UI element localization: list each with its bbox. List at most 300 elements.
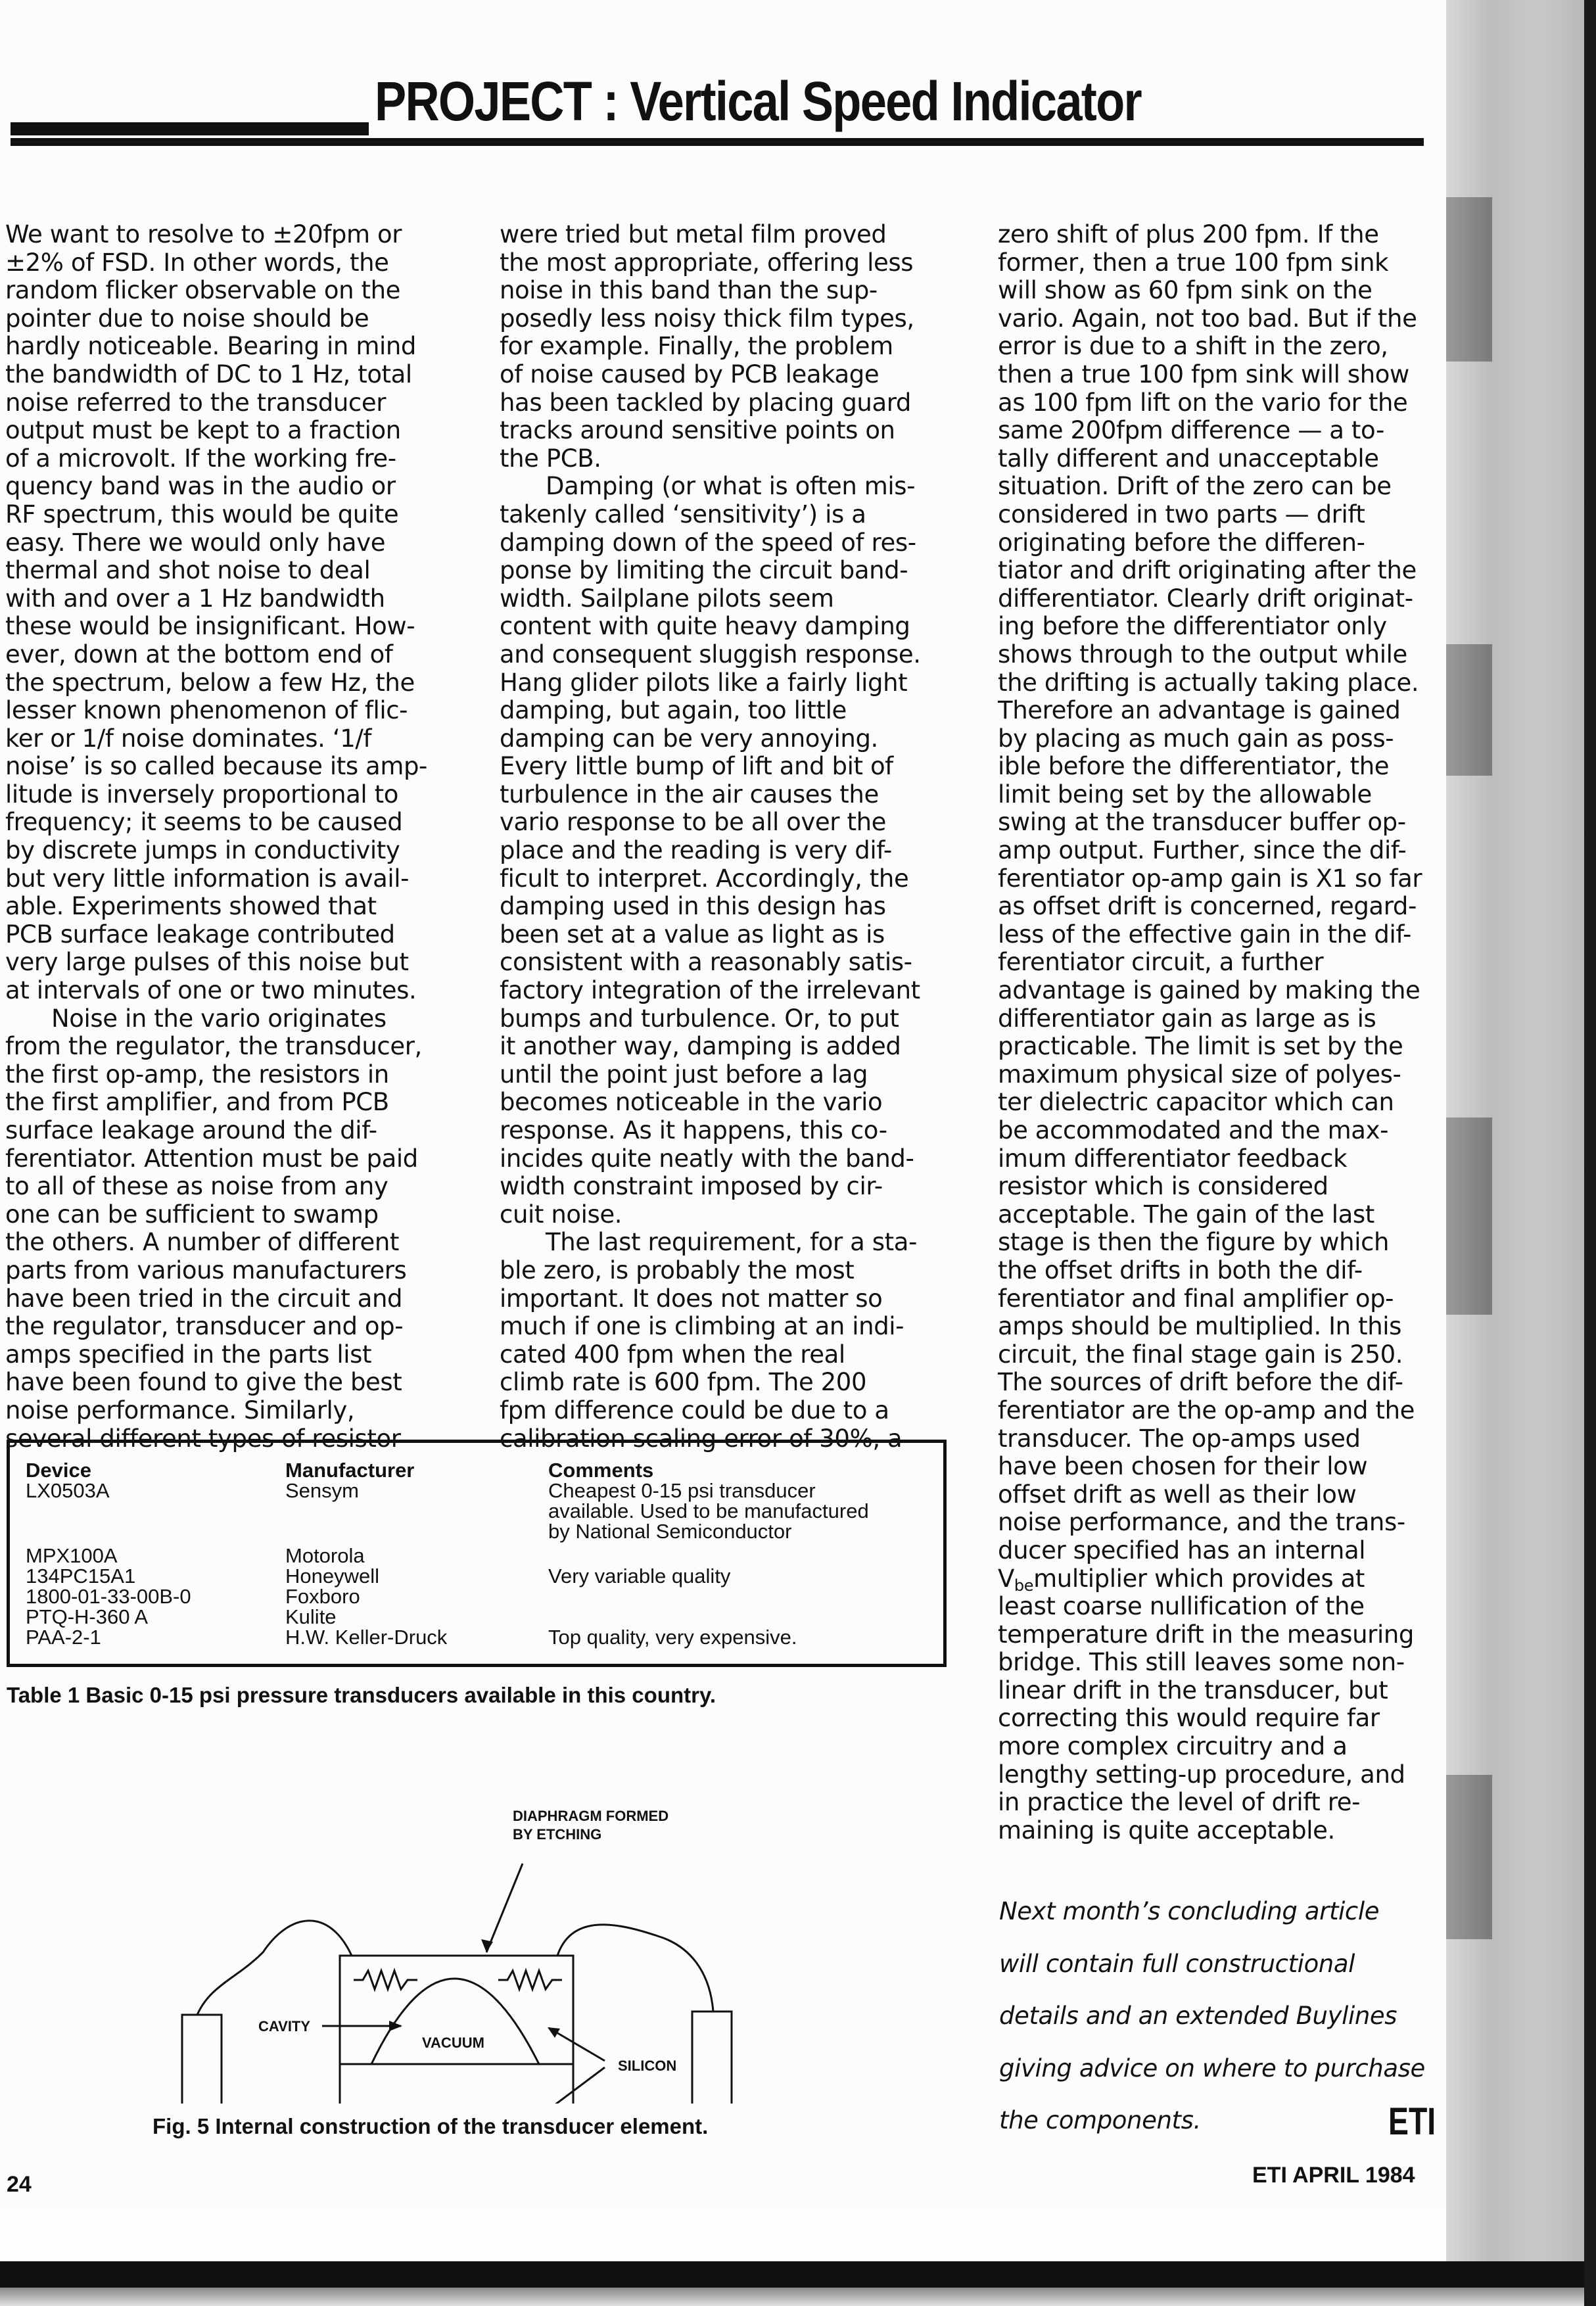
text-line	[998, 1005, 1458, 1033]
text-line	[998, 473, 1458, 501]
text-line	[998, 1369, 1458, 1397]
text-line	[5, 1033, 465, 1061]
text-line-content: of a microvolt. If the working fre-	[5, 444, 396, 473]
text-line	[5, 1229, 465, 1257]
text-line-content: ever, down at the bottom end of	[5, 640, 393, 669]
text-line-content: least coarse nullification of the	[998, 1592, 1365, 1621]
text-line	[500, 865, 973, 893]
text-line	[5, 249, 465, 277]
text-line-content: bumps and turbulence. Or, to put	[500, 1004, 899, 1033]
text-line-content: incides quite neatly with the band-	[500, 1144, 914, 1173]
text-line	[500, 361, 973, 389]
text-line-content: resistor which is considered	[998, 1172, 1328, 1201]
text-line	[5, 753, 465, 781]
issue-date: ETI APRIL 1984	[1252, 2163, 1415, 2188]
text-line-content: the regulator, transducer and op-	[5, 1312, 404, 1341]
text-line-content: then a true 100 fpm sink will show	[998, 360, 1409, 388]
text-line-content: Every little bump of lift and bit of	[500, 752, 893, 781]
text-line-content: one can be sufficient to swamp	[5, 1200, 379, 1229]
text-line-content: cated 400 fpm when the real	[500, 1340, 845, 1369]
text-line-content: ferentiator and final amplifier op-	[998, 1284, 1394, 1313]
table-caption: Table 1 Basic 0-15 psi pressure transducers available in this country.	[7, 1683, 716, 1707]
text-line-content: ferentiator are the op-amp and the	[998, 1396, 1415, 1424]
text-line-content: turbulence in the air causes the	[500, 780, 879, 809]
text-line	[998, 1649, 1458, 1677]
text-line	[998, 865, 1458, 893]
text-line	[5, 865, 465, 893]
text-line	[500, 557, 973, 585]
text-line	[998, 753, 1458, 781]
text-line-content: ponse by limiting the circuit band-	[500, 556, 908, 585]
text-line	[998, 389, 1458, 417]
text-line	[500, 1257, 973, 1285]
text-line-content: practicable. The limit is set by the	[998, 1032, 1403, 1061]
text-line	[998, 1257, 1458, 1285]
silicon-arrow-lower	[539, 2067, 605, 2104]
text-line-content: error is due to a shift in the zero,	[998, 332, 1388, 361]
text-line-content: the bandwidth of DC to 1 Hz, total	[5, 360, 412, 388]
text-line	[998, 781, 1458, 809]
text-line-content: were tried but metal film proved	[500, 220, 887, 248]
table-row	[26, 1480, 936, 1545]
text-line-content: at intervals of one or two minutes.	[5, 976, 417, 1005]
text-line	[500, 949, 973, 977]
text-line	[998, 1117, 1458, 1145]
text-line-content: the PCB.	[500, 444, 601, 473]
comments-cell: Top quality, very expensive.	[548, 1626, 797, 1649]
text-line	[5, 1341, 465, 1369]
text-line-content: tiator and drift originating after the	[998, 556, 1417, 585]
text-line	[998, 585, 1458, 613]
scan-edge	[1584, 0, 1596, 2306]
eti-logo: ETI	[1388, 2100, 1436, 2143]
text-line	[5, 977, 465, 1005]
comments-cell	[548, 1607, 936, 1627]
text-line	[500, 305, 973, 333]
text-line-content: ferentiator op-amp gain is X1 so far	[998, 864, 1422, 893]
text-line-content: RF spectrum, this would be quite	[5, 500, 399, 529]
text-line-content: it another way, damping is added	[500, 1032, 901, 1061]
text-line-content: easy. There we would only have	[5, 528, 386, 557]
text-line-content: will show as 60 fpm sink on the	[998, 276, 1373, 305]
text-line-content: Therefore an advantage is gained	[998, 696, 1401, 725]
text-line	[500, 529, 973, 557]
text-line	[500, 1033, 973, 1061]
text-line-content: response. As it happens, this co-	[500, 1116, 887, 1144]
text-line	[5, 893, 465, 921]
text-line-content: swing at the transducer buffer op-	[998, 808, 1406, 837]
text-line-content: in practice the level of drift re-	[998, 1788, 1361, 1817]
text-line-content: litude is inversely proportional to	[5, 780, 399, 809]
text-line	[500, 809, 973, 837]
text-line-content: frequency; it seems to be caused	[5, 808, 403, 837]
page-title: PROJECT : Vertical Speed Indicator	[375, 70, 1141, 132]
manufacturer-cell: Kulite	[285, 1605, 337, 1628]
text-line-content: offset drift as well as their low	[998, 1480, 1357, 1509]
text-line-content: ficult to interpret. Accordingly, the	[500, 864, 909, 893]
text-line-content: the first op-amp, the resistors in	[5, 1060, 389, 1089]
text-line	[500, 1341, 973, 1369]
text-line-content: giving advice on where to purchase	[999, 2054, 1425, 2082]
text-line-content: acceptable. The gain of the last	[998, 1200, 1374, 1229]
text-line-content: ±2% of FSD. In other words, the	[5, 248, 389, 277]
text-line-content: random flicker observable on the	[5, 276, 401, 305]
text-line	[500, 1117, 973, 1145]
text-line-content: differentiator gain as large as is	[998, 1004, 1376, 1033]
text-line-content: lengthy setting-up procedure, and	[998, 1760, 1405, 1789]
text-line-content: amp output. Further, since the dif-	[998, 836, 1407, 865]
text-line-content: content with quite heavy damping	[500, 612, 910, 641]
text-line	[998, 921, 1458, 949]
text-line	[5, 389, 465, 417]
text-line	[5, 473, 465, 501]
text-line	[998, 445, 1458, 473]
article-column-3	[998, 221, 1458, 1845]
text-line	[500, 1005, 973, 1033]
next-month-note	[999, 1873, 1425, 2159]
table-row	[26, 1545, 936, 1566]
text-line	[500, 1313, 973, 1341]
text-line-content: thermal and shot noise to deal	[5, 556, 371, 585]
text-line-content: factory integration of the irrelevant	[500, 976, 920, 1005]
manufacturer-cell: H.W. Keller-Druck	[285, 1626, 448, 1649]
text-line	[5, 697, 465, 725]
bond-wire-right	[557, 1925, 713, 2012]
device-cell: MPX100A	[26, 1544, 118, 1567]
text-line-content: The sources of drift before the dif-	[998, 1368, 1403, 1397]
text-line	[500, 585, 973, 613]
text-line-content: differentiator. Clearly drift originat-	[998, 584, 1413, 613]
label-silicon: SILICON	[618, 2058, 677, 2074]
text-line-content: considered in two parts — drift	[998, 500, 1365, 529]
text-line-content: and consequent sluggish response.	[500, 640, 921, 669]
text-line-content: the spectrum, below a few Hz, the	[5, 668, 415, 697]
text-line-content: parts from various manufacturers	[5, 1256, 407, 1284]
text-line-content: lesser known phenomenon of flic-	[5, 696, 408, 725]
device-cell: 1800-01-33-00B-0	[26, 1585, 191, 1608]
text-line-content: pointer due to noise should be	[5, 304, 369, 333]
text-line	[500, 921, 973, 949]
text-line-content: very large pulses of this noise but	[5, 948, 409, 977]
text-line-content: climb rate is 600 fpm. The 200	[500, 1368, 867, 1397]
vbe-subscript: be	[1014, 1576, 1034, 1595]
text-line	[500, 445, 973, 473]
text-line	[500, 641, 973, 669]
figure-caption: Fig. 5 Internal construction of the transducer element.	[153, 2114, 709, 2138]
text-line	[500, 893, 973, 921]
text-line-content: these would be insignificant. How-	[5, 612, 415, 641]
text-line	[5, 1061, 465, 1089]
text-line	[5, 305, 465, 333]
text-line	[500, 697, 973, 725]
text-line	[998, 1201, 1458, 1229]
text-line-content: takenly called ‘sensitivity’) is a	[500, 500, 866, 529]
text-line-content: less of the effective gain in the dif-	[998, 920, 1411, 949]
text-line-content: surface leakage around the dif-	[5, 1116, 377, 1144]
text-line-content: ter dielectric capacitor which can	[998, 1088, 1394, 1117]
text-line-content: place and the reading is very dif-	[500, 836, 892, 865]
text-line-content: same 200fpm difference — a to-	[998, 416, 1384, 445]
text-line	[998, 1677, 1458, 1705]
text-line	[5, 725, 465, 753]
text-line-content: maximum physical size of polyes-	[998, 1060, 1401, 1089]
table-header-manufacturer: Manufacturer	[285, 1459, 415, 1482]
text-line	[999, 2055, 1425, 2083]
resistor-right	[498, 1971, 562, 1989]
scan-background	[0, 2288, 1596, 2306]
text-line	[500, 417, 973, 445]
text-line-content: has been tackled by placing guard	[500, 388, 911, 417]
text-line	[5, 1145, 465, 1173]
text-line	[500, 277, 973, 305]
article-column-1	[5, 221, 465, 1453]
text-line	[5, 1089, 465, 1117]
text-line-content: bridge. This still leaves some non-	[998, 1648, 1405, 1677]
text-line	[500, 1089, 973, 1117]
text-line-content: ferentiator circuit, a further	[998, 948, 1324, 977]
text-line	[5, 277, 465, 305]
device-cell: 134PC15A1	[26, 1565, 136, 1588]
diaphragm-arrow	[486, 1864, 523, 1952]
text-line	[998, 1229, 1458, 1257]
text-line	[998, 1341, 1458, 1369]
text-line-content: but very little information is avail-	[5, 864, 410, 893]
bond-wire-left	[197, 1921, 352, 2015]
right-lead-post	[692, 2012, 732, 2104]
text-line-content: hardly noticeable. Bearing in mind	[5, 332, 416, 361]
text-line-content: width. Sailplane pilots seem	[500, 584, 834, 613]
text-line	[5, 361, 465, 389]
text-line	[500, 1173, 973, 1201]
text-line	[998, 417, 1458, 445]
text-line	[998, 277, 1458, 305]
text-line	[5, 1117, 465, 1145]
text-line-content: with and over a 1 Hz bandwidth	[5, 584, 385, 613]
text-line	[500, 753, 973, 781]
text-line	[500, 501, 973, 529]
text-line-content: ble zero, is probably the most	[500, 1256, 855, 1284]
text-line-content: situation. Drift of the zero can be	[998, 472, 1392, 501]
text-line-content: ker or 1/f noise dominates. ‘1/f	[5, 724, 372, 753]
manufacturer-cell: Sensym	[285, 1479, 359, 1502]
text-line	[999, 1950, 1425, 1979]
text-line-content: damping, but again, too little	[500, 696, 847, 725]
page-edge-shadow	[0, 2261, 1596, 2288]
text-line	[998, 1481, 1458, 1509]
text-line	[998, 1509, 1458, 1537]
text-line-content: by discrete jumps in conductivity	[5, 836, 400, 865]
text-line	[998, 949, 1458, 977]
vacuum-cavity-dome	[371, 1979, 539, 2064]
text-line	[5, 669, 465, 697]
manufacturer-cell: Honeywell	[285, 1565, 380, 1588]
text-line	[998, 669, 1458, 697]
diagram-svg	[118, 1735, 776, 2104]
text-line	[998, 1089, 1458, 1117]
text-line	[5, 1173, 465, 1201]
text-line	[500, 725, 973, 753]
text-line-content: noise performance, and the trans-	[998, 1508, 1405, 1537]
header-rule	[11, 138, 1424, 146]
text-line-content: circuit, the final stage gain is 250.	[998, 1340, 1403, 1369]
text-line	[500, 613, 973, 641]
text-line	[500, 249, 973, 277]
text-line-content: tracks around sensitive points on	[500, 416, 895, 445]
text-line-content: becomes noticeable in the vario	[500, 1088, 883, 1117]
text-line	[5, 837, 465, 865]
text-line	[998, 893, 1458, 921]
text-line-content: PCB surface leakage contributed	[5, 920, 395, 949]
resistor-left	[354, 1971, 417, 1989]
text-line-content: ferentiator. Attention must be paid	[5, 1144, 418, 1173]
text-line-content: tally different and unacceptable	[998, 444, 1379, 473]
text-line-content: have been tried in the circuit and	[5, 1284, 403, 1313]
device-cell: PTQ-H-360 A	[26, 1605, 149, 1628]
text-line	[998, 641, 1458, 669]
text-line	[998, 977, 1458, 1005]
text-line	[998, 501, 1458, 529]
text-line-content: be accommodated and the max-	[998, 1116, 1389, 1144]
text-line	[500, 389, 973, 417]
text-line	[500, 1229, 973, 1257]
text-line	[999, 2107, 1425, 2135]
table-row	[26, 1627, 936, 1647]
text-line	[998, 1761, 1458, 1789]
text-line	[500, 1145, 973, 1173]
manufacturer-cell: Motorola	[285, 1544, 365, 1567]
text-line	[500, 781, 973, 809]
text-line-content: posedly less noisy thick film types,	[500, 304, 914, 333]
text-line	[5, 1313, 465, 1341]
text-line-content: fpm difference could be due to a	[500, 1396, 889, 1424]
text-line-content: have been found to give the best	[5, 1368, 402, 1397]
device-cell: LX0503A	[26, 1479, 110, 1502]
header-bar	[11, 122, 369, 135]
text-line-content: transducer. The op-amps used	[998, 1424, 1361, 1453]
text-line	[999, 2002, 1425, 2031]
text-line-content: zero shift of plus 200 fpm. If the	[998, 220, 1379, 248]
text-line-content: for example. Finally, the problem	[500, 332, 893, 361]
text-line-content: important. It does not matter so	[500, 1284, 883, 1313]
text-line-content: vario response to be all over the	[500, 808, 886, 837]
text-line	[998, 809, 1458, 837]
text-line-content: ing before the differentiator only	[998, 612, 1387, 641]
text-line-content: former, then a true 100 fpm sink	[998, 248, 1389, 277]
text-line	[998, 1425, 1458, 1453]
text-line	[500, 1285, 973, 1313]
text-line	[998, 1453, 1458, 1481]
text-line	[5, 1397, 465, 1425]
text-line	[5, 1005, 465, 1033]
text-line-content: from the regulator, the transducer,	[5, 1032, 422, 1061]
text-line	[998, 697, 1458, 725]
table-row	[26, 1607, 936, 1627]
text-line-content: the components.	[999, 2106, 1201, 2135]
text-line	[998, 333, 1458, 361]
comments-cell: Very variable quality	[548, 1565, 731, 1588]
text-line	[998, 249, 1458, 277]
text-line	[5, 921, 465, 949]
text-line	[500, 473, 973, 501]
text-line-content: originating before the differen-	[998, 528, 1365, 557]
text-line	[998, 1621, 1458, 1649]
text-line-content: details and an extended Buylines	[999, 2002, 1397, 2031]
text-line-content: until the point just before a lag	[500, 1060, 868, 1089]
text-line-content: will contain full constructional	[999, 1949, 1355, 1978]
text-line-content: as offset drift is concerned, regard-	[998, 892, 1417, 921]
text-line-content: Noise in the vario originates	[51, 1004, 387, 1033]
text-line	[998, 1733, 1458, 1761]
text-line-content: the most appropriate, offering less	[500, 248, 914, 277]
text-line	[5, 1257, 465, 1285]
text-line	[5, 781, 465, 809]
text-line-content: advantage is gained by making the	[998, 976, 1420, 1005]
text-line-content: ible before the differentiator, the	[998, 752, 1390, 781]
text-line	[500, 1369, 973, 1397]
text-line	[500, 333, 973, 361]
text-line	[998, 1145, 1458, 1173]
text-line	[500, 837, 973, 865]
text-line-content: of noise caused by PCB leakage	[500, 360, 880, 388]
text-line-content: vario. Again, not too bad. But if the	[998, 304, 1417, 333]
text-line	[998, 361, 1458, 389]
label-vacuum: VACUUM	[422, 2035, 484, 2051]
text-line	[998, 221, 1458, 249]
text-line-content: We want to resolve to ±20fpm or	[5, 220, 402, 248]
transducer-diagram	[118, 1735, 776, 2104]
text-line-content: noise in this band than the sup-	[500, 276, 878, 305]
text-line-content: quency band was in the audio or	[5, 472, 396, 501]
text-line	[998, 837, 1458, 865]
transducer-table	[7, 1440, 947, 1667]
text-line-content: more complex circuitry and a	[998, 1732, 1348, 1761]
text-line-content: stage is then the figure by which	[998, 1228, 1390, 1257]
text-line	[5, 529, 465, 557]
text-line-content: noise referred to the transducer	[5, 388, 387, 417]
text-line	[5, 557, 465, 585]
text-line	[998, 1285, 1458, 1313]
text-line	[5, 809, 465, 837]
text-line-content: Hang glider pilots like a fairly light	[500, 668, 908, 697]
text-line-content: damping can be very annoying.	[500, 724, 878, 753]
text-line	[998, 529, 1458, 557]
text-line	[998, 1789, 1458, 1817]
text-line	[500, 1201, 973, 1229]
comments-cell: Cheapest 0-15 psi transducer available. Used to be manufactured by National Semiconductor	[548, 1479, 869, 1543]
text-line-content: been set at a value as light as is	[500, 920, 885, 949]
text-line-content: have been chosen for their low	[998, 1452, 1368, 1481]
text-line-content: maining is quite acceptable.	[998, 1816, 1335, 1845]
text-line-content: noise’ is so called because its amp-	[5, 752, 428, 781]
manufacturer-cell: Foxboro	[285, 1585, 360, 1608]
text-line	[998, 1817, 1458, 1845]
text-line-content: by placing as much gain as poss-	[998, 724, 1394, 753]
text-line	[998, 725, 1458, 753]
text-line	[998, 1173, 1458, 1201]
text-line	[500, 977, 973, 1005]
text-line-content: damping used in this design has	[500, 892, 886, 921]
text-line-content: correcting this would require far	[998, 1704, 1380, 1733]
text-line-content: several different types of resistor	[5, 1424, 401, 1453]
text-line	[5, 1285, 465, 1313]
text-line	[998, 1537, 1458, 1565]
text-line	[5, 333, 465, 361]
text-line-content: calibration scaling error of 30%, a	[500, 1424, 903, 1453]
text-line-content: Next month’s concluding article	[999, 1897, 1380, 1925]
label-diaphragm-1: DIAPHRAGM FORMED	[513, 1808, 669, 1824]
text-line-content: damping down of the speed of res-	[500, 528, 916, 557]
text-line-content: noise performance. Similarly,	[5, 1396, 355, 1424]
